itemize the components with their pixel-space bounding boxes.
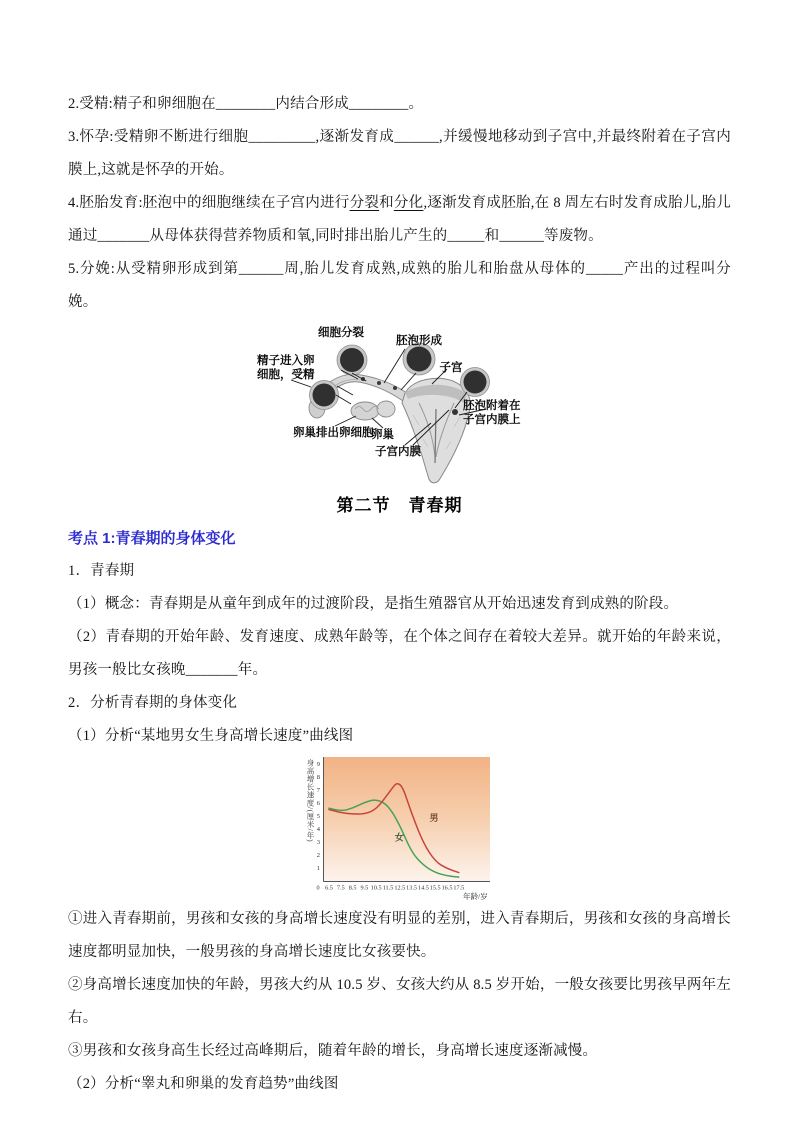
embryo-answer-differentiation: 分化 — [393, 195, 424, 211]
heading-analysis: 2．分析青春期的身体变化 — [68, 695, 238, 711]
paragraph-next-chart-intro: （2）分析“睾丸和卵巢的发育趋势”曲线图 — [68, 1076, 339, 1092]
embryo-answer-division: 分裂 — [349, 195, 380, 211]
svg-text:11.5: 11.5 — [382, 884, 394, 892]
paragraph-childbirth: 5.分娩:从受精卵形成到第______周,胎儿发育成熟,成熟的胎儿和胎盘从母体的_____产出的过程叫分娩。 — [68, 261, 731, 310]
migrating-cell-dot — [393, 386, 397, 390]
svg-text:9.5: 9.5 — [360, 884, 369, 892]
paragraph-note-3: ③男孩和女孩身高生长经过高峰期后，随着年龄的增长，身高增长速度逐渐减慢。 — [68, 1043, 598, 1059]
svg-text:1: 1 — [316, 865, 320, 873]
embryo-text-1: 4.胚胎发育:胚泡中的细胞继续在子宫内进行 — [68, 195, 350, 211]
svg-text:14.5: 14.5 — [417, 884, 429, 892]
embryo-text-3: ,逐渐发育成胚胎,在 8 周左右时发育成胎儿,胎儿通过_______从母体获得营养物质和氧,同时排出胎儿产生的_____和______等废物。 — [68, 195, 731, 244]
paragraph-note-2: ②身高增长速度加快的年龄，男孩大约从 10.5 岁、女孩大约从 8.5 岁开始，一般女孩要比男孩早两年左右。 — [68, 977, 731, 1026]
growth-chart-svg — [303, 753, 528, 903]
svg-text:男: 男 — [429, 813, 439, 824]
implanted-blastocyst-cell — [461, 368, 490, 397]
chart-y-axis-label: 身高增长速度/(厘米/年) — [306, 759, 315, 843]
heading-puberty: 1．青春期 — [68, 563, 135, 579]
svg-text:3: 3 — [316, 839, 320, 847]
svg-text:15.5: 15.5 — [429, 884, 441, 892]
migrating-cell-dot — [377, 381, 381, 385]
section-title: 第二节 青春期 — [336, 496, 463, 515]
svg-text:8.5: 8.5 — [348, 884, 357, 892]
svg-text:4: 4 — [316, 826, 320, 834]
exam-point-heading: 考点 1:青春期的身体变化 — [68, 530, 236, 547]
svg-text:6.5: 6.5 — [325, 884, 333, 892]
svg-text:7.5: 7.5 — [336, 884, 345, 892]
svg-text:0: 0 — [316, 884, 320, 892]
reproduction-diagram — [68, 319, 731, 489]
paragraph-note-1: ①进入青春期前，男孩和女孩的身高增长速度没有明显的差别，进入青春期后，男孩和女孩的身高增长速度都明显加快，一般男孩的身高增长速度比女孩要快。 — [68, 911, 731, 960]
svg-text:12.5: 12.5 — [394, 884, 406, 892]
svg-text:16.5: 16.5 — [441, 884, 453, 892]
reproduction-diagram-svg — [255, 319, 555, 489]
label-uterus: 子宫 — [439, 362, 463, 374]
svg-text:6: 6 — [316, 800, 320, 808]
svg-text:13.5: 13.5 — [406, 884, 418, 892]
svg-text:5: 5 — [316, 813, 320, 821]
implantation-site-dot — [452, 409, 458, 415]
embryo-text-2: 和 — [379, 195, 394, 211]
svg-text:17.5: 17.5 — [453, 884, 465, 892]
label-sperm-entry-1: 精子进入卵 — [257, 355, 315, 367]
label-ovary-release: 卵巢排出卵细胞 — [293, 427, 374, 439]
ovary-shape-2 — [377, 401, 395, 417]
paragraph-embryo-development — [68, 187, 731, 253]
paragraph-fertilization: 2.受精:精子和卵细胞在________内结合形成________。 — [68, 96, 424, 112]
svg-text:年龄/岁: 年龄/岁 — [463, 892, 488, 901]
growth-chart — [303, 753, 528, 903]
svg-text:7: 7 — [316, 787, 320, 795]
label-ovary: 卵巢 — [371, 429, 394, 441]
label-blastocyst-formation: 胚泡形成 — [396, 335, 442, 347]
label-sperm-entry-2: 细胞，受精 — [257, 369, 315, 381]
blastocyst-cell — [403, 343, 435, 375]
label-implantation-2: 子宫内膜上 — [463, 414, 521, 426]
fertilized-egg-cell — [310, 381, 339, 410]
paragraph-pregnancy: 3.怀孕:受精卵不断进行细胞_________,逐渐发育成______,并缓慢地移动到子宫中,并最终附着在子宫内膜上,这就是怀孕的开始。 — [68, 129, 731, 178]
label-implantation-1: 胚泡附着在 — [463, 400, 521, 412]
svg-text:2: 2 — [316, 852, 320, 860]
svg-text:8: 8 — [316, 774, 320, 782]
paragraph-chart-intro: （1）分析“某地男女生身高增长速度”曲线图 — [68, 728, 354, 744]
paragraph-puberty-concept: （1）概念：青春期是从童年到成年的过渡阶段，是指生殖器官从开始迅速发育到成熟的阶段。 — [68, 596, 679, 612]
label-cell-division: 细胞分裂 — [318, 327, 364, 339]
label-endometrium: 子宫内膜 — [375, 446, 421, 458]
svg-text:10.5: 10.5 — [370, 884, 382, 892]
svg-text:9: 9 — [316, 761, 320, 769]
growth-chart-section — [68, 753, 731, 903]
svg-text:女: 女 — [394, 832, 404, 843]
paragraph-puberty-difference: （2）青春期的开始年龄、发育速度、成熟年龄等，在个体之间存在着较大差异。就开始的年龄来说，男孩一般比女孩晚_______年。 — [68, 629, 731, 678]
